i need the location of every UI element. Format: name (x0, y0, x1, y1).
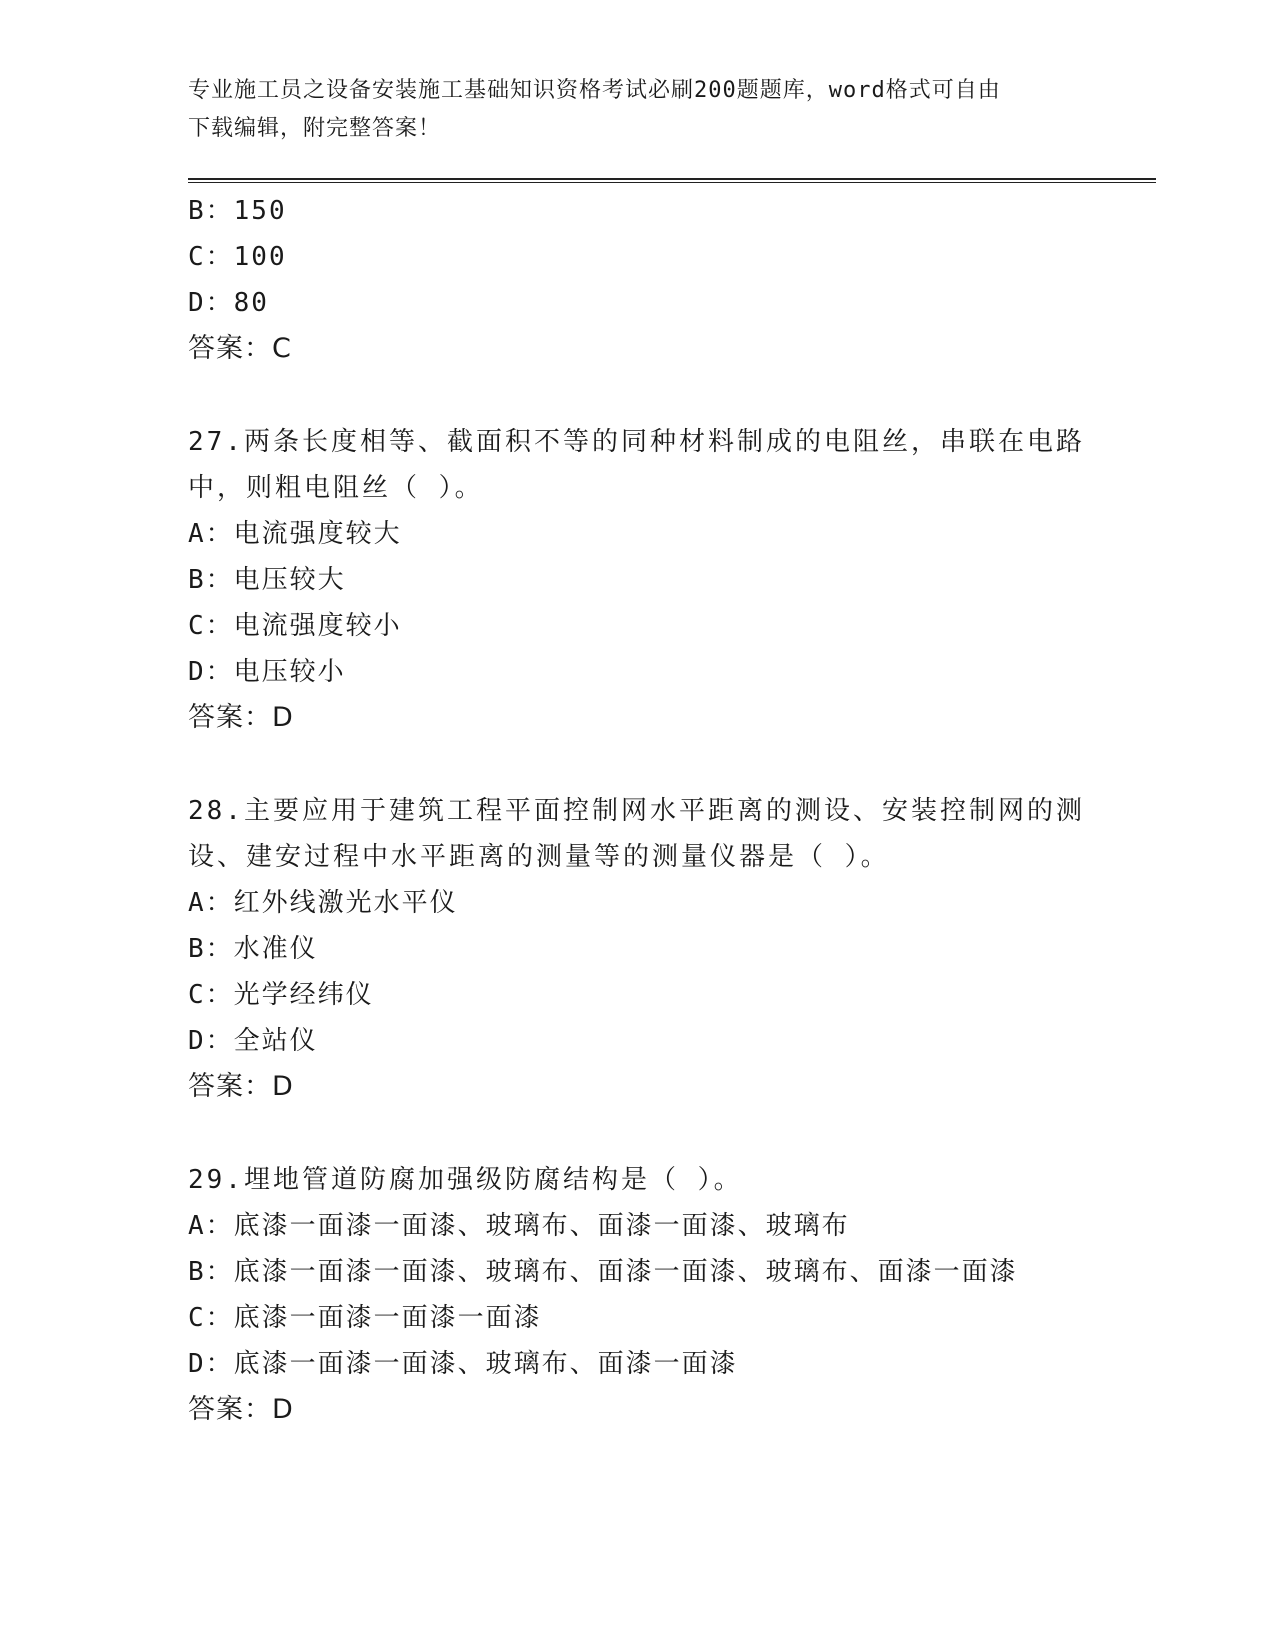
question-28 (188, 788, 1088, 1110)
option-a: A：红外线激光水平仪 (188, 888, 458, 918)
option-c: C：底漆一面漆一面漆一面漆 (188, 1303, 542, 1333)
option-c: C：光学经纬仪 (188, 980, 374, 1010)
question-27 (188, 419, 1088, 741)
option-b: B：150 (188, 196, 287, 226)
answer-line: 答案：D (188, 1071, 294, 1102)
question-stem-line-1: 29.埋地管道防腐加强级防腐结构是（ ）。 (188, 1165, 743, 1195)
header-line-2: 下载编辑，附完整答案！ (188, 116, 442, 141)
answer-line: 答案：D (188, 1394, 294, 1425)
question-stem-line-1: 27.两条长度相等、截面积不等的同种材料制成的电阻丝，串联在电路 (188, 427, 1085, 457)
question-list (188, 188, 1088, 1433)
option-d: D：电压较小 (188, 657, 346, 687)
option-c: C：100 (188, 242, 287, 272)
option-d: D：底漆一面漆一面漆、玻璃布、面漆一面漆 (188, 1349, 738, 1379)
option-b: B：底漆一面漆一面漆、玻璃布、面漆一面漆、玻璃布、面漆一面漆 (188, 1257, 1018, 1287)
option-d: D：全站仪 (188, 1026, 318, 1056)
question-stem-line-2: 设、建安过程中水平距离的测量等的测量仪器是（ ）。 (188, 842, 890, 872)
header-divider-thin (188, 182, 1156, 183)
question-26-tail (188, 188, 1088, 372)
question-stem-line-2: 中，则粗电阻丝（ ）。 (188, 473, 484, 503)
option-b: B：电压较大 (188, 565, 346, 595)
answer-line: 答案：C (188, 333, 292, 364)
option-a: A：底漆一面漆一面漆、玻璃布、面漆一面漆、玻璃布 (188, 1211, 850, 1241)
header-divider-thick (188, 178, 1156, 180)
document-header (188, 72, 1088, 148)
option-d: D：80 (188, 288, 269, 318)
header-line-1: 专业施工员之设备安装施工基础知识资格考试必刷200题题库，word格式可自由 (188, 78, 1001, 103)
question-stem-line-1: 28.主要应用于建筑工程平面控制网水平距离的测设、安装控制网的测 (188, 796, 1085, 826)
question-29 (188, 1157, 1088, 1433)
option-c: C：电流强度较小 (188, 611, 402, 641)
option-a: A：电流强度较大 (188, 519, 402, 549)
answer-line: 答案：D (188, 702, 294, 733)
option-b: B：水准仪 (188, 934, 318, 964)
